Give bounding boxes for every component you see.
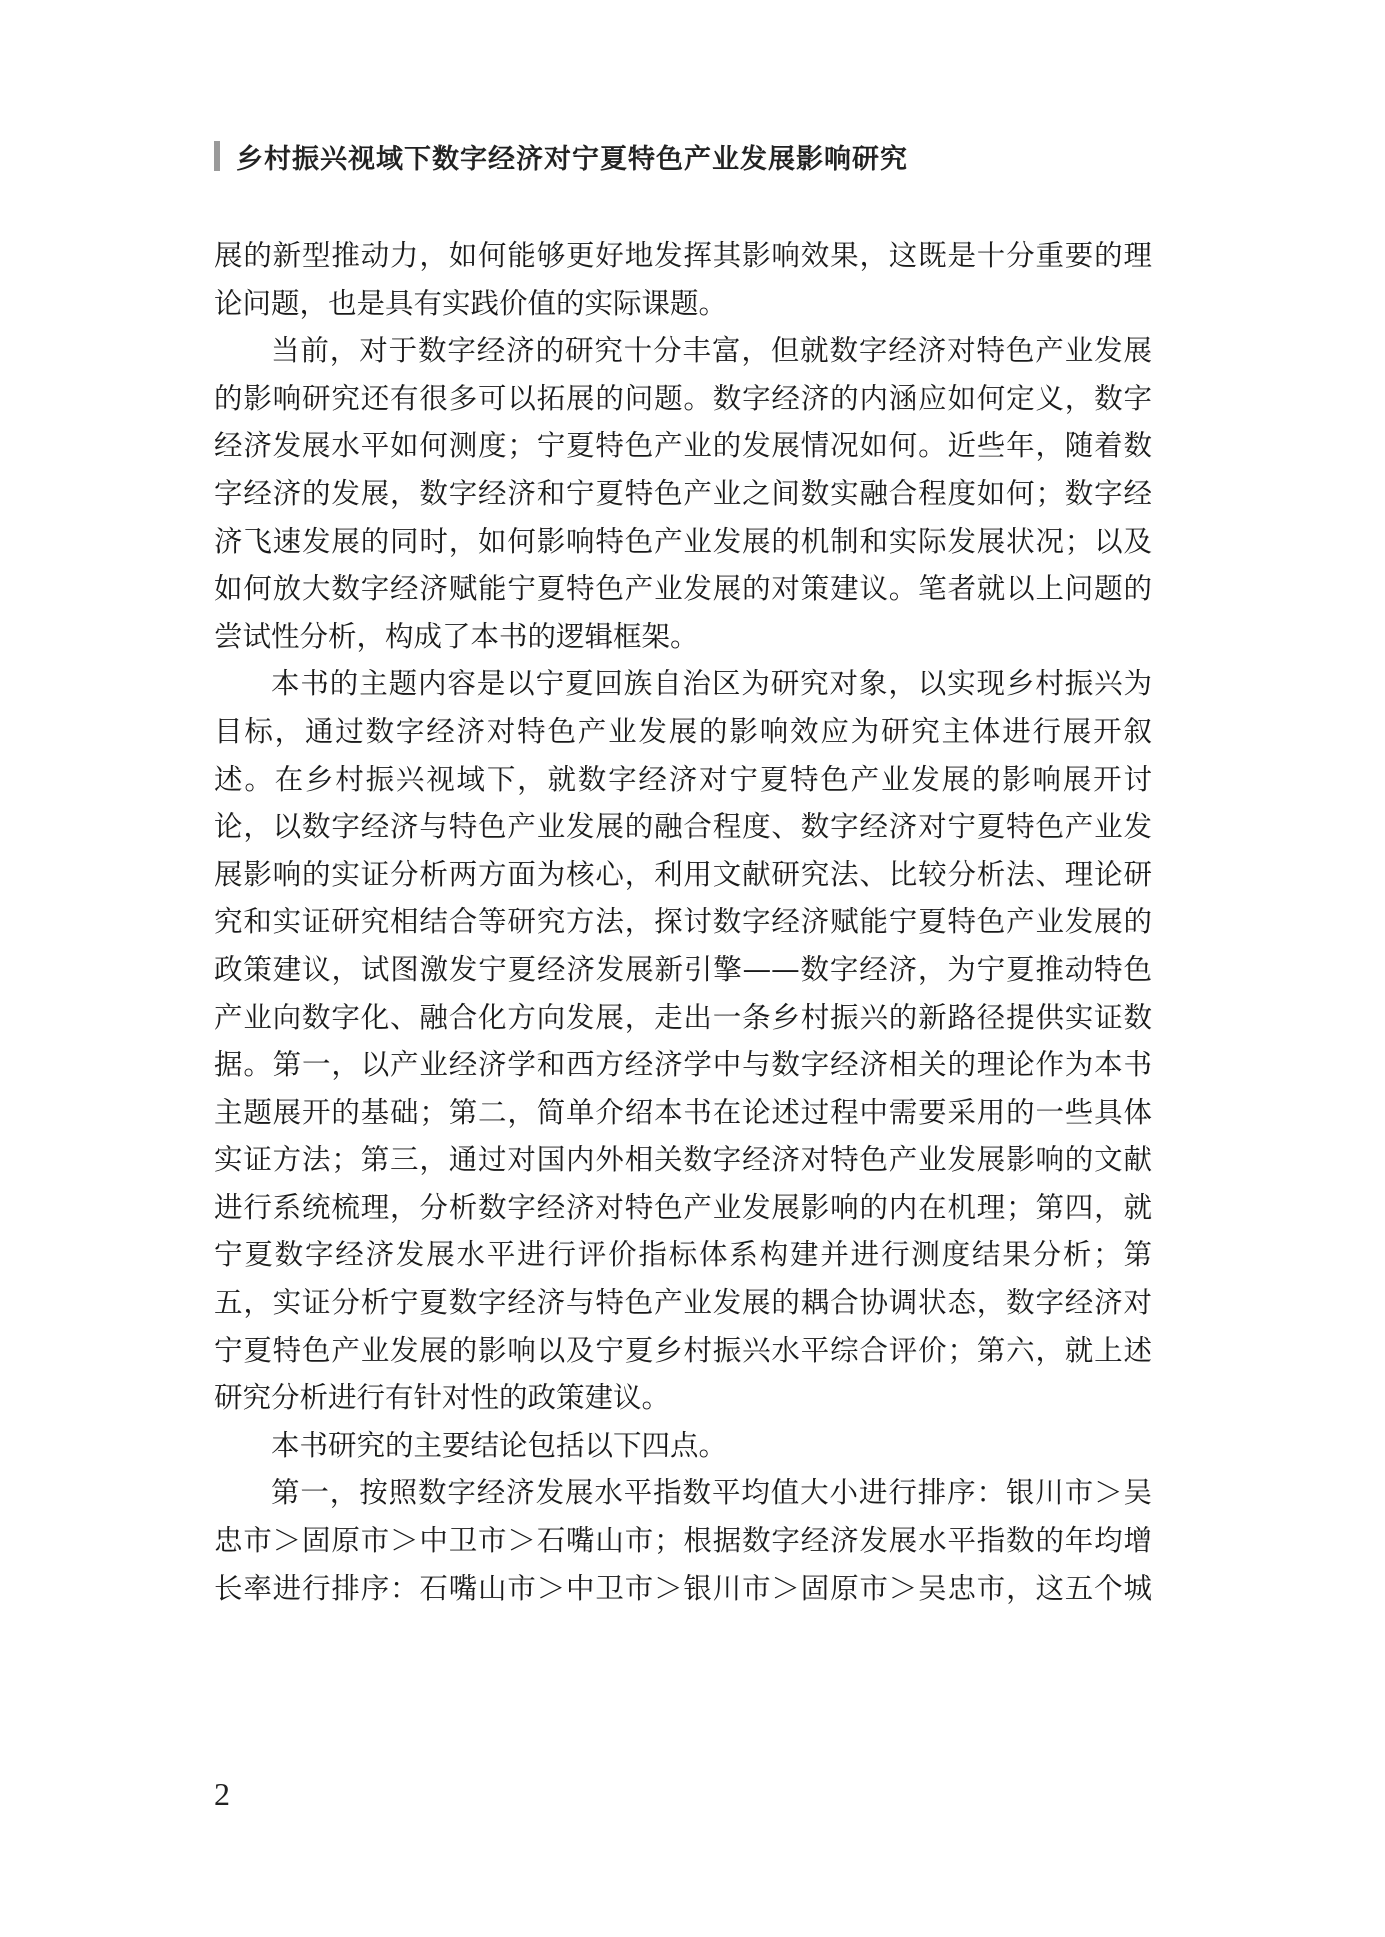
text-line: 研究分析进行有针对性的政策建议。 (214, 1381, 671, 1415)
text-line: 论，以数字经济与特色产业发展的融合程度、数字经济对宁夏特色产业发 (214, 810, 1152, 844)
text-line: 宁夏特色产业发展的影响以及宁夏乡村振兴水平综合评价；第六，就上述 (214, 1333, 1152, 1367)
text-line: 济飞速发展的同时，如何影响特色产业发展的机制和实际发展状况；以及 (214, 524, 1152, 558)
text-line: 经济发展水平如何测度；宁夏特色产业的发展情况如何。近些年，随着数 (214, 429, 1152, 463)
text-line: 展影响的实证分析两方面为核心，利用文献研究法、比较分析法、理论研 (214, 857, 1152, 891)
text-line: 展的新型推动力，如何能够更好地发挥其影响效果，这既是十分重要的理 (214, 239, 1152, 272)
header-divider-bar (214, 141, 220, 171)
text-line: 实证方法；第三，通过对国内外相关数字经济对特色产业发展影响的文献 (214, 1143, 1152, 1177)
text-line: 长率进行排序：石嘴山市＞中卫市＞银川市＞固原市＞吴忠市，这五个城 (214, 1571, 1152, 1605)
text-line: 究和实证研究相结合等研究方法，探讨数字经济赋能宁夏特色产业发展的 (214, 905, 1152, 939)
text-line: 论问题，也是具有实践价值的实际课题。 (214, 286, 728, 320)
text-line: 字经济的发展，数字经济和宁夏特色产业之间数实融合程度如何；数字经 (214, 476, 1152, 510)
text-line: 主题展开的基础；第二，简单介绍本书在论述过程中需要采用的一些具体 (214, 1095, 1152, 1129)
text-line: 宁夏数字经济发展水平进行评价指标体系构建并进行测度结果分析；第 (214, 1238, 1152, 1272)
text-line: 五，实证分析宁夏数字经济与特色产业发展的耦合协调状态，数字经济对 (214, 1286, 1152, 1320)
text-line: 第一，按照数字经济发展水平指数平均值大小进行排序：银川市＞吴 (271, 1476, 1152, 1510)
text-line: 进行系统梳理，分析数字经济对特色产业发展影响的内在机理；第四，就 (214, 1190, 1152, 1224)
text-line: 本书研究的主要结论包括以下四点。 (271, 1428, 728, 1462)
running-header (214, 136, 908, 176)
text-line: 据。第一，以产业经济学和西方经济学中与数字经济相关的理论作为本书 (214, 1048, 1152, 1082)
book-title: 乡村振兴视域下数字经济对宁夏特色产业发展影响研究 (236, 143, 908, 175)
page-number: 2 (214, 1776, 230, 1812)
text-line: 如何放大数字经济赋能宁夏特色产业发展的对策建议。笔者就以上问题的 (214, 572, 1152, 606)
body-text (214, 232, 1152, 1612)
text-line: 的影响研究还有很多可以拓展的问题。数字经济的内涵应如何定义，数字 (214, 381, 1152, 415)
text-line: 述。在乡村振兴视域下，就数字经济对宁夏特色产业发展的影响展开讨 (214, 762, 1152, 796)
text-line: 产业向数字化、融合化方向发展，走出一条乡村振兴的新路径提供实证数 (214, 1000, 1152, 1034)
text-line: 政策建议，试图激发宁夏经济发展新引擎——数字经济，为宁夏推动特色 (214, 952, 1152, 986)
text-line: 本书的主题内容是以宁夏回族自治区为研究对象，以实现乡村振兴为 (271, 667, 1152, 701)
text-line: 尝试性分析，构成了本书的逻辑框架。 (214, 619, 699, 653)
text-line: 目标，通过数字经济对特色产业发展的影响效应为研究主体进行展开叙 (214, 714, 1152, 748)
text-line: 忠市＞固原市＞中卫市＞石嘴山市；根据数字经济发展水平指数的年均增 (214, 1524, 1152, 1558)
text-line: 当前，对于数字经济的研究十分丰富，但就数字经济对特色产业发展 (271, 334, 1152, 368)
